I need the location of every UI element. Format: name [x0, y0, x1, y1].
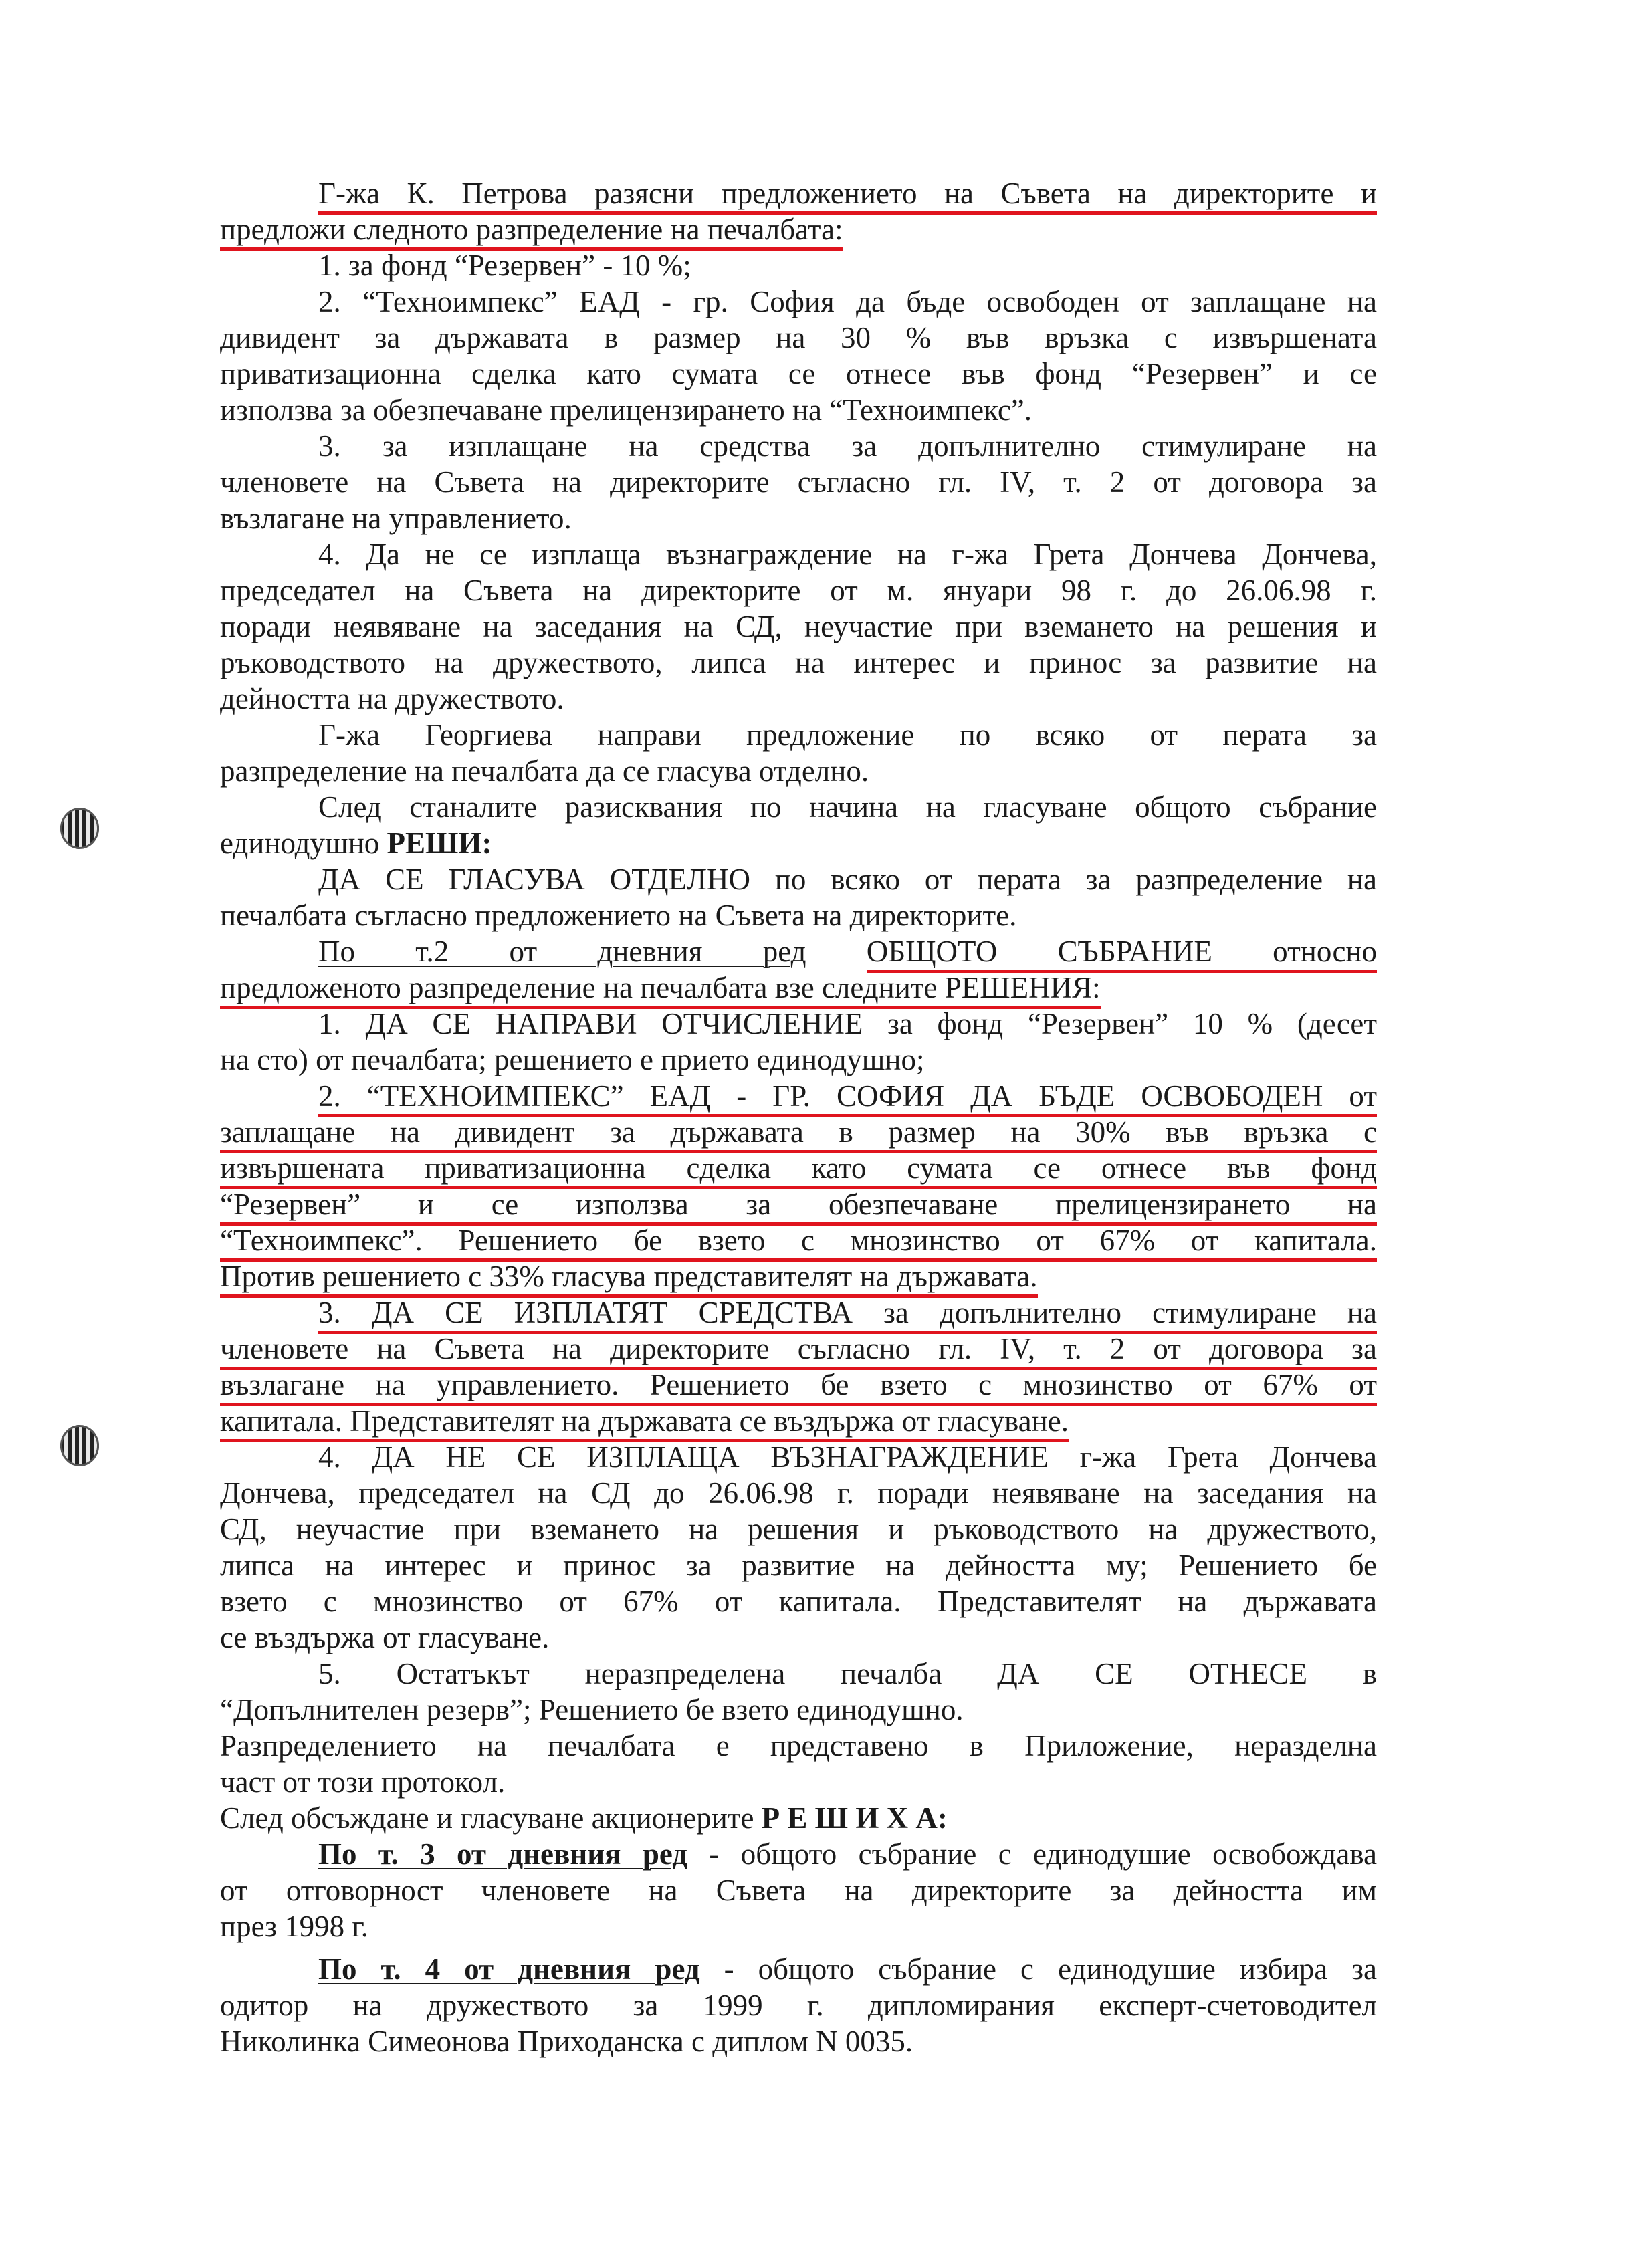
line-text: предложеното разпределение на печалбата взе следните РЕШЕНИЯ:	[220, 971, 1101, 1004]
text-line	[220, 933, 1377, 970]
text-line	[220, 1800, 1377, 1836]
line-text: 1. за фонд “Резервен” - 10 %;	[318, 249, 691, 282]
line-text: предложи следното разпределение на печалбата:	[220, 213, 843, 246]
text-line	[220, 1078, 1377, 1114]
red-hand-underline	[220, 971, 1101, 1009]
text-line	[220, 1619, 1377, 1656]
text-line	[220, 572, 1377, 608]
line-text: поради неявяване на заседания на СД, неучастие при вземането на решения и	[220, 610, 1377, 643]
line-text: Николинка Симеонова Приходанска с диплом N 0035.	[220, 2025, 913, 2058]
line-text: 2. “ТЕХНОИМПЕКС” ЕАД - ГР. СОФИЯ ДА БЪДЕ ОСВОБОДЕН от	[318, 1079, 1377, 1113]
red-hand-underline	[220, 1368, 1377, 1406]
line-text: използва за обезпечаване прелицензирането на “Техноимпекс”.	[220, 393, 1032, 427]
text-line	[220, 1331, 1377, 1367]
line-text: 3. за изплащане на средства за допълнително стимулиране на	[318, 429, 1377, 463]
paragraph	[220, 284, 1377, 428]
line-text: - общото събрание с единодушие избира за	[699, 1952, 1377, 1986]
text-line	[220, 1150, 1377, 1186]
bold-text: По т. 3 от дневния ред	[318, 1837, 688, 1871]
bold-text: РЕШИ:	[387, 826, 492, 860]
text-line	[220, 861, 1377, 897]
red-hand-underline	[318, 1079, 1377, 1117]
paragraph	[220, 1836, 1377, 1944]
line-text: След станалите разисквания по начина на гласуване общото събрание	[318, 790, 1377, 824]
text-line	[220, 1728, 1377, 1764]
text-line	[220, 825, 1377, 861]
text-line	[220, 1439, 1377, 1475]
red-hand-underline	[220, 1404, 1069, 1442]
line-text: 4. ДА НЕ СЕ ИЗПЛАЩА ВЪЗНАГРАЖДЕНИЕ г-жа Грета Дончева	[318, 1440, 1377, 1474]
line-text	[806, 935, 866, 968]
paragraph	[220, 717, 1377, 789]
text-line	[220, 1908, 1377, 1944]
line-text: 2. “Техноимпекс” ЕАД - гр. София да бъде освободен от заплащане на	[318, 285, 1377, 318]
text-line	[220, 1872, 1377, 1908]
line-text: Г-жа Георгиева направи предложение по всяко от перата за	[318, 718, 1377, 752]
paragraph	[220, 933, 1377, 1006]
paragraph	[220, 1728, 1377, 1800]
text-line	[220, 1951, 1377, 1987]
paragraph	[220, 1078, 1377, 1294]
red-hand-underline	[220, 1224, 1377, 1262]
line-text: възлагане на управлението.	[220, 501, 572, 535]
line-text: 5. Остатъкът неразпределена печалба ДА СЕ ОТНЕСЕ в	[318, 1657, 1377, 1690]
red-hand-underline	[318, 1296, 1377, 1334]
line-text: дейността на дружеството.	[220, 682, 564, 715]
line-text: “Резервен” и се използва за обезпечаване прелицензирането на	[220, 1187, 1377, 1221]
text-line	[220, 1367, 1377, 1403]
line-text: членовете на Съвета на директорите съгласно гл. IV, т. 2 от договора за	[220, 1332, 1377, 1365]
line-text: извършената приватизационна сделка като сумата се отнесе във фонд	[220, 1151, 1377, 1185]
paragraph	[220, 789, 1377, 861]
text-line	[220, 717, 1377, 753]
punch-hole-top	[60, 808, 99, 849]
text-line	[220, 789, 1377, 825]
line-text: 4. Да не се изплаща възнаграждение на г-жа Грета Дончева Дончева,	[318, 538, 1377, 571]
text-line	[220, 1114, 1377, 1150]
line-text: капитала. Представителят на държавата се въздържа от гласуване.	[220, 1404, 1069, 1438]
text-line	[220, 356, 1377, 392]
paragraph	[220, 175, 1377, 247]
text-line	[220, 1403, 1377, 1439]
text-line	[220, 1186, 1377, 1222]
line-text: от отговорност членовете на Съвета на директорите за дейността им	[220, 1874, 1377, 1907]
line-text: 3. ДА СЕ ИЗПЛАТЯТ СРЕДСТВА за допълнително стимулиране на	[318, 1296, 1377, 1329]
line-text: заплащане на дивидент за държавата в размер на 30% във връзка с	[220, 1115, 1377, 1149]
text-line	[220, 284, 1377, 320]
red-hand-underline	[220, 1115, 1377, 1153]
paragraph	[220, 536, 1377, 717]
line-text: печалбата съгласно предложението на Съвета на директорите.	[220, 899, 1017, 932]
line-text: Г-жа К. Петрова разясни предложението на Съвета на директорите и	[318, 177, 1377, 210]
text-line	[220, 1987, 1377, 2023]
text-line	[220, 1692, 1377, 1728]
text-line	[220, 211, 1377, 247]
text-line	[220, 1222, 1377, 1258]
line-text: 1. ДА СЕ НАПРАВИ ОТЧИСЛЕНИЕ за фонд “Резервен” 10 % (десет	[318, 1007, 1377, 1040]
text-line	[220, 1764, 1377, 1800]
text-line	[220, 2023, 1377, 2059]
line-text: Против решението с 33% гласува представителят на държавата.	[220, 1260, 1038, 1293]
text-line	[220, 320, 1377, 356]
line-text: Разпределението на печалбата е представено в Приложение, неразделна	[220, 1729, 1377, 1763]
paragraph	[220, 1294, 1377, 1439]
line-text: през 1998 г.	[220, 1910, 369, 1943]
text-line	[220, 1511, 1377, 1547]
line-text: на сто) от печалбата; решението е прието единодушно;	[220, 1043, 925, 1076]
red-hand-underline	[220, 1187, 1377, 1226]
line-text: - общото събрание с единодушие освобождава	[687, 1837, 1378, 1871]
line-text: дивидент за държавата в размер на 30 % във връзка с извършената	[220, 321, 1377, 354]
text-line	[220, 1294, 1377, 1331]
paragraph	[220, 1006, 1377, 1078]
text-line	[220, 428, 1377, 464]
line-text: председател на Съвета на директорите от м. януари 98 г. до 26.06.98 г.	[220, 574, 1377, 607]
text-line	[220, 500, 1377, 536]
paragraph	[220, 861, 1377, 933]
red-hand-underline	[220, 1151, 1377, 1189]
line-text: “Техноимпекс”. Решението бе взето с мнозинство от 67% от капитала.	[220, 1224, 1377, 1257]
text-line	[220, 536, 1377, 572]
line-text: единодушно	[220, 826, 387, 860]
text-line	[220, 1006, 1377, 1042]
text-line	[220, 1836, 1377, 1872]
text-line	[220, 1547, 1377, 1583]
red-hand-underline	[220, 1332, 1377, 1370]
line-text: се въздържа от гласуване.	[220, 1621, 550, 1654]
line-text: “Допълнителен резерв”; Решението бе взето единодушно.	[220, 1693, 964, 1726]
line-text: одитор на дружеството за 1999 г. дипломирания експерт-счетоводител	[220, 1989, 1377, 2022]
paragraph	[220, 1656, 1377, 1728]
red-hand-underline	[220, 213, 843, 251]
line-text: По т.2 от дневния ред	[318, 935, 806, 968]
text-line	[220, 681, 1377, 717]
text-line	[220, 970, 1377, 1006]
red-hand-underline: ОБЩОТО СЪБРАНИЕ относно	[867, 935, 1377, 973]
line-text: липса на интерес и принос за развитие на дейността му; Решението бе	[220, 1549, 1377, 1582]
text-line	[220, 897, 1377, 933]
paragraph	[220, 428, 1377, 536]
red-hand-underline	[318, 177, 1377, 215]
line-text: част от този протокол.	[220, 1765, 506, 1799]
document-body	[220, 175, 1377, 2059]
line-text: членовете на Съвета на директорите съгласно гл. IV, т. 2 от договора за	[220, 465, 1377, 499]
paragraph	[220, 1439, 1377, 1656]
text-line	[220, 753, 1377, 789]
punch-hole-bottom	[60, 1425, 99, 1466]
text-line	[220, 1258, 1377, 1294]
text-line	[220, 1583, 1377, 1619]
paragraph	[220, 1800, 1377, 1836]
text-line	[220, 464, 1377, 500]
paragraph	[220, 1951, 1377, 2059]
line-text: ръководството на дружеството, липса на интерес и принос за развитие на	[220, 646, 1377, 679]
line-text: Дончева, председател на СД до 26.06.98 г. поради неявяване на заседания на	[220, 1476, 1377, 1510]
line-text: След обсъждане и гласуване акционерите	[220, 1801, 762, 1835]
text-line	[220, 247, 1377, 284]
red-hand-underline	[220, 1260, 1038, 1298]
text-line	[220, 392, 1377, 428]
text-line	[220, 608, 1377, 645]
text-line	[220, 1042, 1377, 1078]
text-line	[220, 1475, 1377, 1511]
line-text: разпределение на печалбата да се гласува отделно.	[220, 754, 869, 788]
text-line	[220, 175, 1377, 211]
line-text: възлагане на управлението. Решението бе взето с мнозинство от 67% от	[220, 1368, 1377, 1401]
line-text: приватизационна сделка като сумата се отнесе във фонд “Резервен” и се	[220, 357, 1377, 390]
paragraph	[220, 247, 1377, 284]
text-line	[220, 1656, 1377, 1692]
line-text: взето с мнозинство от 67% от капитала. Представителят на държавата	[220, 1585, 1377, 1618]
bold-text: Р Е Ш И Х А:	[761, 1801, 948, 1835]
line-text: ДА СЕ ГЛАСУВА ОТДЕЛНО по всяко от перата за разпределение на	[318, 863, 1377, 896]
line-text: СД, неучастие при вземането на решения и ръководството на дружеството,	[220, 1512, 1377, 1546]
text-line	[220, 645, 1377, 681]
bold-text: По т. 4 от дневния ред	[318, 1952, 700, 1986]
